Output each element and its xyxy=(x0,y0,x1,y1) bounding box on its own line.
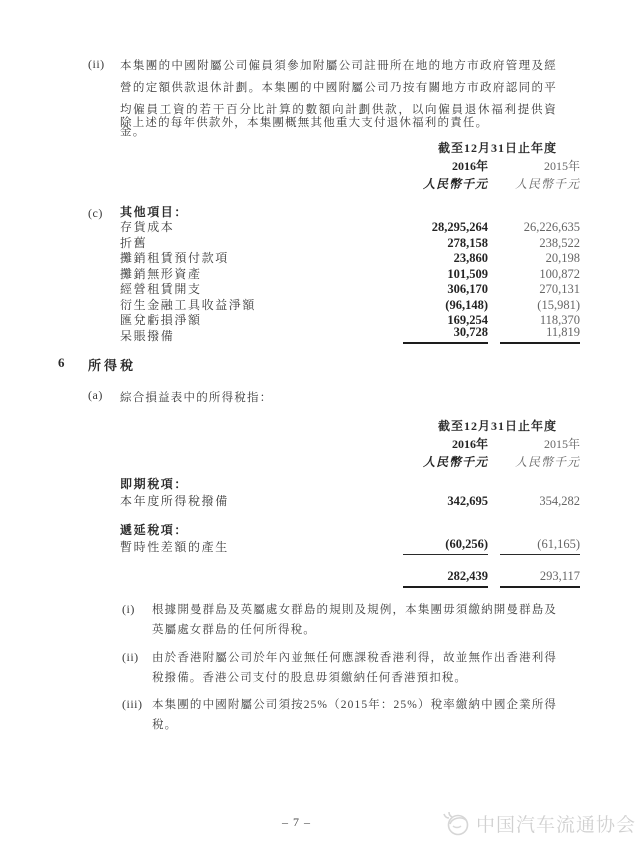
association-logo-icon xyxy=(441,808,471,838)
table1-year-2016: 2016年 xyxy=(451,159,488,173)
footnote-i-marker: (i) xyxy=(122,602,135,616)
table-row: 衍生金融工具收益淨額 (96,148) (15,981) xyxy=(120,297,580,312)
table2-year-2015: 2015年 xyxy=(543,437,580,451)
footnote-i-text: 根據開曼群島及英屬處女群島的規則及規例，本集團毋須繳納開曼群島及英屬處女群島的任何所得稅。 xyxy=(152,604,557,636)
other-items-table xyxy=(120,204,580,344)
table-row: 本年度所得稅撥備 342,695 354,282 xyxy=(120,494,580,508)
page-number: – 7 – xyxy=(282,815,311,829)
table-row-total: 282,439 293,117 xyxy=(120,571,580,588)
table1-unit-2016: 人民幣千元 xyxy=(422,176,488,191)
section-6a-title: 綜合損益表中的所得稅指： xyxy=(120,392,273,404)
table2-header xyxy=(120,417,580,470)
table-row: 暫時性差額的產生 (60,256) (61,165) xyxy=(120,537,580,554)
retirement-note-paragraph: 本集團的中國附屬公司僱員須參加附屬公司註冊所在地的地方市政府管理及經營的定額供款退休計劃。本集團的中國附屬公司乃按有關地方市政府認同的平均僱員工資的若干百分比計算的數額向計劃供款，以向僱員退休福利提供資金。 xyxy=(120,60,557,138)
table1-period-header: 截至12月31日止年度 xyxy=(437,141,557,155)
table1-unit-2015: 人民幣千元 xyxy=(514,176,580,191)
income-tax-table xyxy=(120,475,580,588)
section-6-number: 6 xyxy=(58,355,68,370)
table-row: 匯兌虧損淨額 169,254 118,370 xyxy=(120,313,580,327)
section-6-title: 所得稅 xyxy=(88,358,137,373)
footnote-iii-marker: (iii) xyxy=(122,697,143,711)
section-c-marker: (c) xyxy=(88,206,103,220)
table1-year-2015: 2015年 xyxy=(543,159,580,173)
table1-header xyxy=(120,139,580,192)
deferred-tax-header: 遞延稅項： xyxy=(120,523,189,537)
footnote-ii-text: 由於香港附屬公司於年內並無任何應課稅香港利得，故並無作出香港利得稅撥備。香港公司支付的股息毋須繳納任何香港預扣稅。 xyxy=(152,652,557,684)
table2-unit-2016: 人民幣千元 xyxy=(422,454,488,469)
table-row: 攤銷無形資產 101,509 100,872 xyxy=(120,266,580,281)
table-row xyxy=(120,475,580,492)
watermark-text: 中国汽车流通协会 xyxy=(475,814,636,836)
watermark xyxy=(441,808,636,838)
table-row: 經營租賃開支 306,170 270,131 xyxy=(120,282,580,296)
section-6a-marker: (a) xyxy=(88,388,103,402)
section-c-title: 其他項目： xyxy=(120,204,189,219)
footnote-ii-marker: (ii) xyxy=(122,650,139,664)
table-row xyxy=(120,521,580,538)
table-row: 存貨成本 28,295,264 26,226,635 xyxy=(120,220,580,234)
retirement-note-supplement: 除上述的每年供款外，本集團概無其他重大支付退休福利的責任。 xyxy=(120,117,489,129)
table-row: 呆賬撥備 30,728 11,819 xyxy=(120,324,580,343)
current-tax-header: 即期稅項： xyxy=(120,477,189,491)
footnote-iii-text: 本集團的中國附屬公司須按25%（2015年：25%）稅率繳納中國企業所得稅。 xyxy=(152,699,557,731)
table2-unit-2015: 人民幣千元 xyxy=(514,454,580,469)
table-row: 攤銷租賃預付款項 23,860 20,198 xyxy=(120,251,580,265)
table2-year-2016: 2016年 xyxy=(451,437,488,451)
table2-period-header: 截至12月31日止年度 xyxy=(437,419,557,433)
table-row: 折舊 278,158 238,522 xyxy=(120,235,580,250)
note-ii-marker: (ii) xyxy=(88,57,105,71)
